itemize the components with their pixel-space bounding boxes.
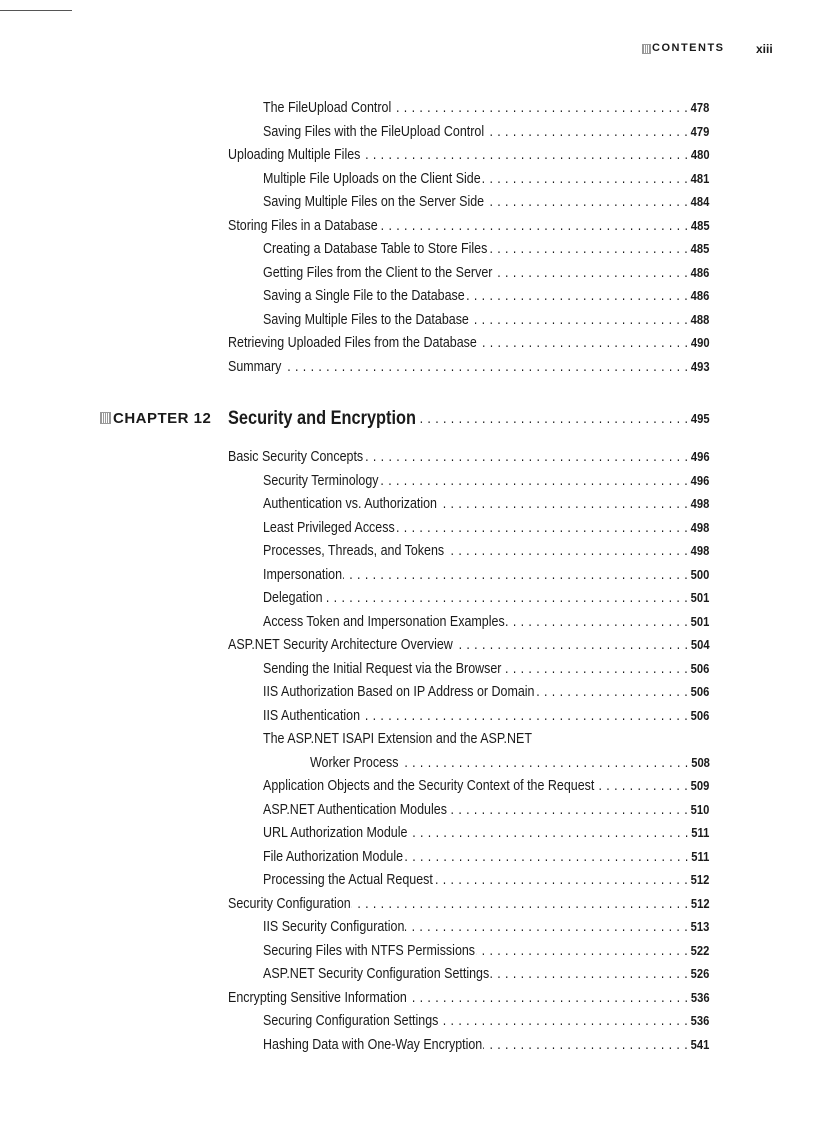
running-head-page-number: xiii — [756, 42, 773, 56]
toc-entry[interactable] — [263, 540, 709, 562]
toc-entry-page-number: 496 — [690, 449, 710, 464]
toc-entry[interactable] — [228, 144, 710, 166]
toc-entry-page-number: 498 — [690, 543, 710, 558]
top-rule — [0, 10, 72, 11]
toc-entry-page-number: 493 — [690, 358, 710, 374]
toc-entry-title: Processes, Threads, and Tokens — [263, 543, 445, 559]
dot-leader — [408, 822, 688, 844]
toc-entry-title: Securing Files with NTFS Permissions — [263, 942, 476, 959]
toc-entry[interactable] — [228, 987, 710, 1009]
dot-leader — [364, 446, 688, 468]
dot-leader — [478, 332, 689, 354]
toc-entry-page-number: 511 — [691, 825, 710, 840]
toc-entry[interactable] — [263, 191, 709, 213]
toc-entry-title: Getting Files from the Client to the Server — [263, 264, 493, 281]
dot-leader — [466, 285, 688, 307]
dot-leader — [485, 121, 688, 143]
toc-entry[interactable] — [263, 262, 709, 284]
chapter-page-number: 495 — [690, 411, 710, 426]
toc-chapter-entry[interactable] — [228, 405, 710, 433]
toc-entry-title: Authentication vs. Authorization — [263, 496, 438, 512]
dot-leader — [483, 1034, 688, 1056]
toc-entry[interactable] — [263, 587, 709, 609]
running-head — [600, 42, 780, 58]
dot-leader — [482, 168, 689, 190]
toc-entry-title: Delegation — [263, 590, 323, 606]
toc-entry-page-number: 496 — [690, 472, 710, 488]
toc-entry-title: IIS Authorization Based on IP Address or Domain — [263, 684, 535, 700]
toc-entry-page-number: 512 — [690, 895, 710, 911]
toc-entry-page-number: 512 — [690, 872, 710, 887]
toc-entry[interactable] — [228, 332, 710, 354]
toc-entry-page-number: 506 — [690, 660, 710, 676]
toc-entry-title: Impersonation — [263, 566, 343, 583]
chapter-label — [100, 407, 211, 431]
toc-entry[interactable] — [263, 564, 709, 586]
toc-entry-page-number: 541 — [690, 1036, 710, 1052]
toc-entry[interactable] — [263, 681, 709, 703]
dot-leader — [323, 587, 688, 609]
toc-entry[interactable] — [263, 238, 709, 260]
dot-leader — [396, 517, 689, 539]
toc-entry[interactable] — [263, 963, 709, 985]
toc-entry-title: Saving Files with the FileUpload Control — [263, 123, 485, 140]
toc-entry-title: Processing the Actual Request — [263, 872, 433, 888]
toc-entry[interactable] — [263, 822, 709, 844]
toc-entry-page-number: 481 — [690, 170, 710, 186]
dot-leader — [493, 262, 688, 284]
dot-leader — [502, 658, 688, 680]
dot-leader — [448, 799, 688, 821]
toc-entry-page-number: 509 — [690, 778, 710, 793]
toc-entry-page-number: 488 — [690, 311, 710, 327]
toc-entry[interactable] — [263, 309, 709, 331]
dot-leader — [445, 540, 688, 562]
dot-leader — [352, 893, 689, 915]
toc-entry-title: Creating a Database Table to Store Files — [263, 241, 488, 257]
toc-entry-page-number: 511 — [691, 848, 710, 864]
toc-entry-title: Saving Multiple Files to the Database — [263, 311, 469, 328]
toc-entry-page-number: 522 — [690, 942, 710, 958]
toc-entry-title: Saving Multiple Files on the Server Side — [263, 194, 485, 210]
toc-entry[interactable] — [263, 846, 709, 868]
toc-entry-page-number: 513 — [690, 919, 710, 934]
dot-leader — [434, 869, 688, 891]
toc-entry[interactable] — [263, 168, 709, 190]
toc-entry-title: Securing Configuration Settings — [263, 1013, 439, 1029]
toc-entry[interactable] — [263, 493, 709, 515]
toc-entry[interactable] — [263, 285, 709, 307]
toc-entry-page-number: 500 — [690, 566, 710, 582]
toc-entry[interactable] — [263, 121, 709, 143]
toc-entry-title: Security Configuration — [228, 895, 351, 912]
dot-leader — [454, 634, 689, 656]
toc-entry-title: ASP.NET Security Configuration Settings — [263, 966, 490, 982]
toc-entry-title: Basic Security Concepts — [228, 449, 364, 465]
toc-entry-title: Security Terminology — [263, 472, 379, 489]
dot-leader — [343, 564, 688, 586]
toc-entry[interactable] — [228, 893, 710, 915]
toc-entry-page-number: 508 — [691, 754, 710, 770]
toc-entry-page-number: 501 — [690, 613, 710, 629]
toc-entry[interactable] — [263, 1010, 709, 1032]
dot-leader — [404, 846, 689, 868]
dot-leader — [408, 987, 689, 1009]
toc-entry-page-number: 536 — [690, 989, 710, 1005]
dot-leader — [379, 215, 689, 237]
toc-entry[interactable] — [228, 634, 710, 656]
toc-entry[interactable] — [263, 658, 709, 680]
dot-leader — [485, 191, 688, 213]
toc-entry-page-number: 479 — [690, 123, 710, 139]
chapter-marker-icon — [100, 412, 111, 424]
dot-leader — [535, 681, 688, 703]
toc-entry[interactable] — [263, 517, 709, 539]
dot-leader — [361, 705, 688, 727]
toc-entry-page-number: 498 — [690, 496, 710, 511]
toc-entry-title: Storing Files in a Database — [228, 217, 378, 234]
dot-leader — [379, 470, 688, 492]
toc-entry-page-number: 506 — [690, 684, 710, 699]
dot-leader — [361, 144, 688, 166]
toc-entry-title: Sending the Initial Request via the Browser — [263, 660, 502, 677]
toc-entry-page-number: 536 — [690, 1013, 710, 1028]
dot-leader — [439, 1010, 688, 1032]
toc-entry[interactable] — [263, 869, 709, 891]
dot-leader — [438, 493, 688, 515]
toc-entry-page-number: 486 — [690, 288, 710, 303]
toc-entry[interactable] — [228, 446, 710, 468]
toc-entry[interactable] — [263, 611, 709, 633]
toc-entry-title: ASP.NET Security Architecture Overview — [228, 637, 453, 653]
dot-leader — [595, 775, 688, 797]
chapter-title: Security and Encryption — [228, 408, 416, 429]
dot-leader — [506, 611, 689, 633]
toc-entry-title: Retrieving Uploaded Files from the Database — [228, 335, 477, 351]
toc-entry-title: Encrypting Sensitive Information — [228, 989, 407, 1006]
chapter-label-text: CHAPTER 12 — [113, 410, 212, 427]
toc-entry-page-number: 498 — [690, 519, 710, 535]
toc-entry-title: Hashing Data with One-Way Encryption — [263, 1036, 483, 1053]
toc-entry-title: IIS Authentication — [263, 707, 361, 724]
toc-entry-page-number: 526 — [690, 966, 710, 981]
toc-entry[interactable] — [228, 215, 710, 237]
dot-leader — [488, 238, 688, 260]
toc-entry-title: Multiple File Uploads on the Client Side — [263, 170, 481, 187]
toc-entry[interactable] — [228, 356, 710, 378]
toc-entry[interactable] — [310, 752, 710, 774]
toc-entry-page-number: 484 — [690, 194, 710, 209]
dot-leader — [490, 963, 688, 985]
toc-entry-title: Application Objects and the Security Context of the Request — [263, 778, 595, 794]
toc-entry[interactable] — [263, 705, 709, 727]
toc-entry-title: Summary — [228, 358, 282, 375]
toc-entry-title: Uploading Multiple Files — [228, 147, 361, 163]
toc-entry-title: ASP.NET Authentication Modules — [263, 801, 447, 818]
toc-entry-page-number: 480 — [690, 147, 710, 162]
dot-leader — [417, 405, 689, 433]
toc-entry-title: Saving a Single File to the Database — [263, 288, 465, 304]
toc-entry[interactable] — [263, 916, 709, 938]
toc-entry-page-number: 490 — [690, 335, 710, 350]
toc-entry[interactable] — [263, 1034, 709, 1056]
toc-entry-title: Worker Process — [310, 754, 399, 771]
toc-entry[interactable] — [263, 940, 709, 962]
toc-entry-title: URL Authorization Module — [263, 825, 408, 841]
toc-entry-page-number: 485 — [690, 217, 710, 233]
toc-entry-title: The ASP.NET ISAPI Extension and the ASP.NET — [263, 731, 532, 747]
toc-entry-page-number: 506 — [690, 707, 710, 723]
dot-leader — [282, 356, 688, 378]
toc-entry-title: File Authorization Module — [263, 848, 404, 865]
dot-leader — [399, 752, 688, 774]
section-marker-icon — [642, 44, 651, 54]
toc-entry-title: The FileUpload Control — [263, 100, 392, 116]
toc-entry[interactable] — [263, 775, 709, 797]
toc-entry-page-number: 486 — [690, 264, 710, 280]
toc-entry-title: Least Privileged Access — [263, 519, 395, 536]
toc-entry-page-number: 501 — [690, 590, 710, 605]
dot-leader — [476, 940, 688, 962]
running-head-section: CONTENTS — [652, 42, 725, 54]
toc-entry-page-number: 485 — [690, 241, 710, 256]
dot-leader — [470, 309, 688, 331]
toc-entry-page-number: 504 — [690, 637, 710, 652]
toc-entry-title: IIS Security Configuration — [263, 919, 405, 935]
toc-entry[interactable] — [263, 470, 709, 492]
toc-entry[interactable] — [263, 97, 709, 119]
dot-leader — [405, 916, 688, 938]
toc-entry-page-number: 510 — [690, 801, 710, 817]
dot-leader — [392, 97, 688, 119]
toc-entry[interactable] — [263, 799, 709, 821]
toc-entry-page-number: 478 — [690, 100, 710, 115]
toc-entry-title: Access Token and Impersonation Examples — [263, 613, 505, 630]
toc-entry[interactable] — [263, 728, 709, 750]
